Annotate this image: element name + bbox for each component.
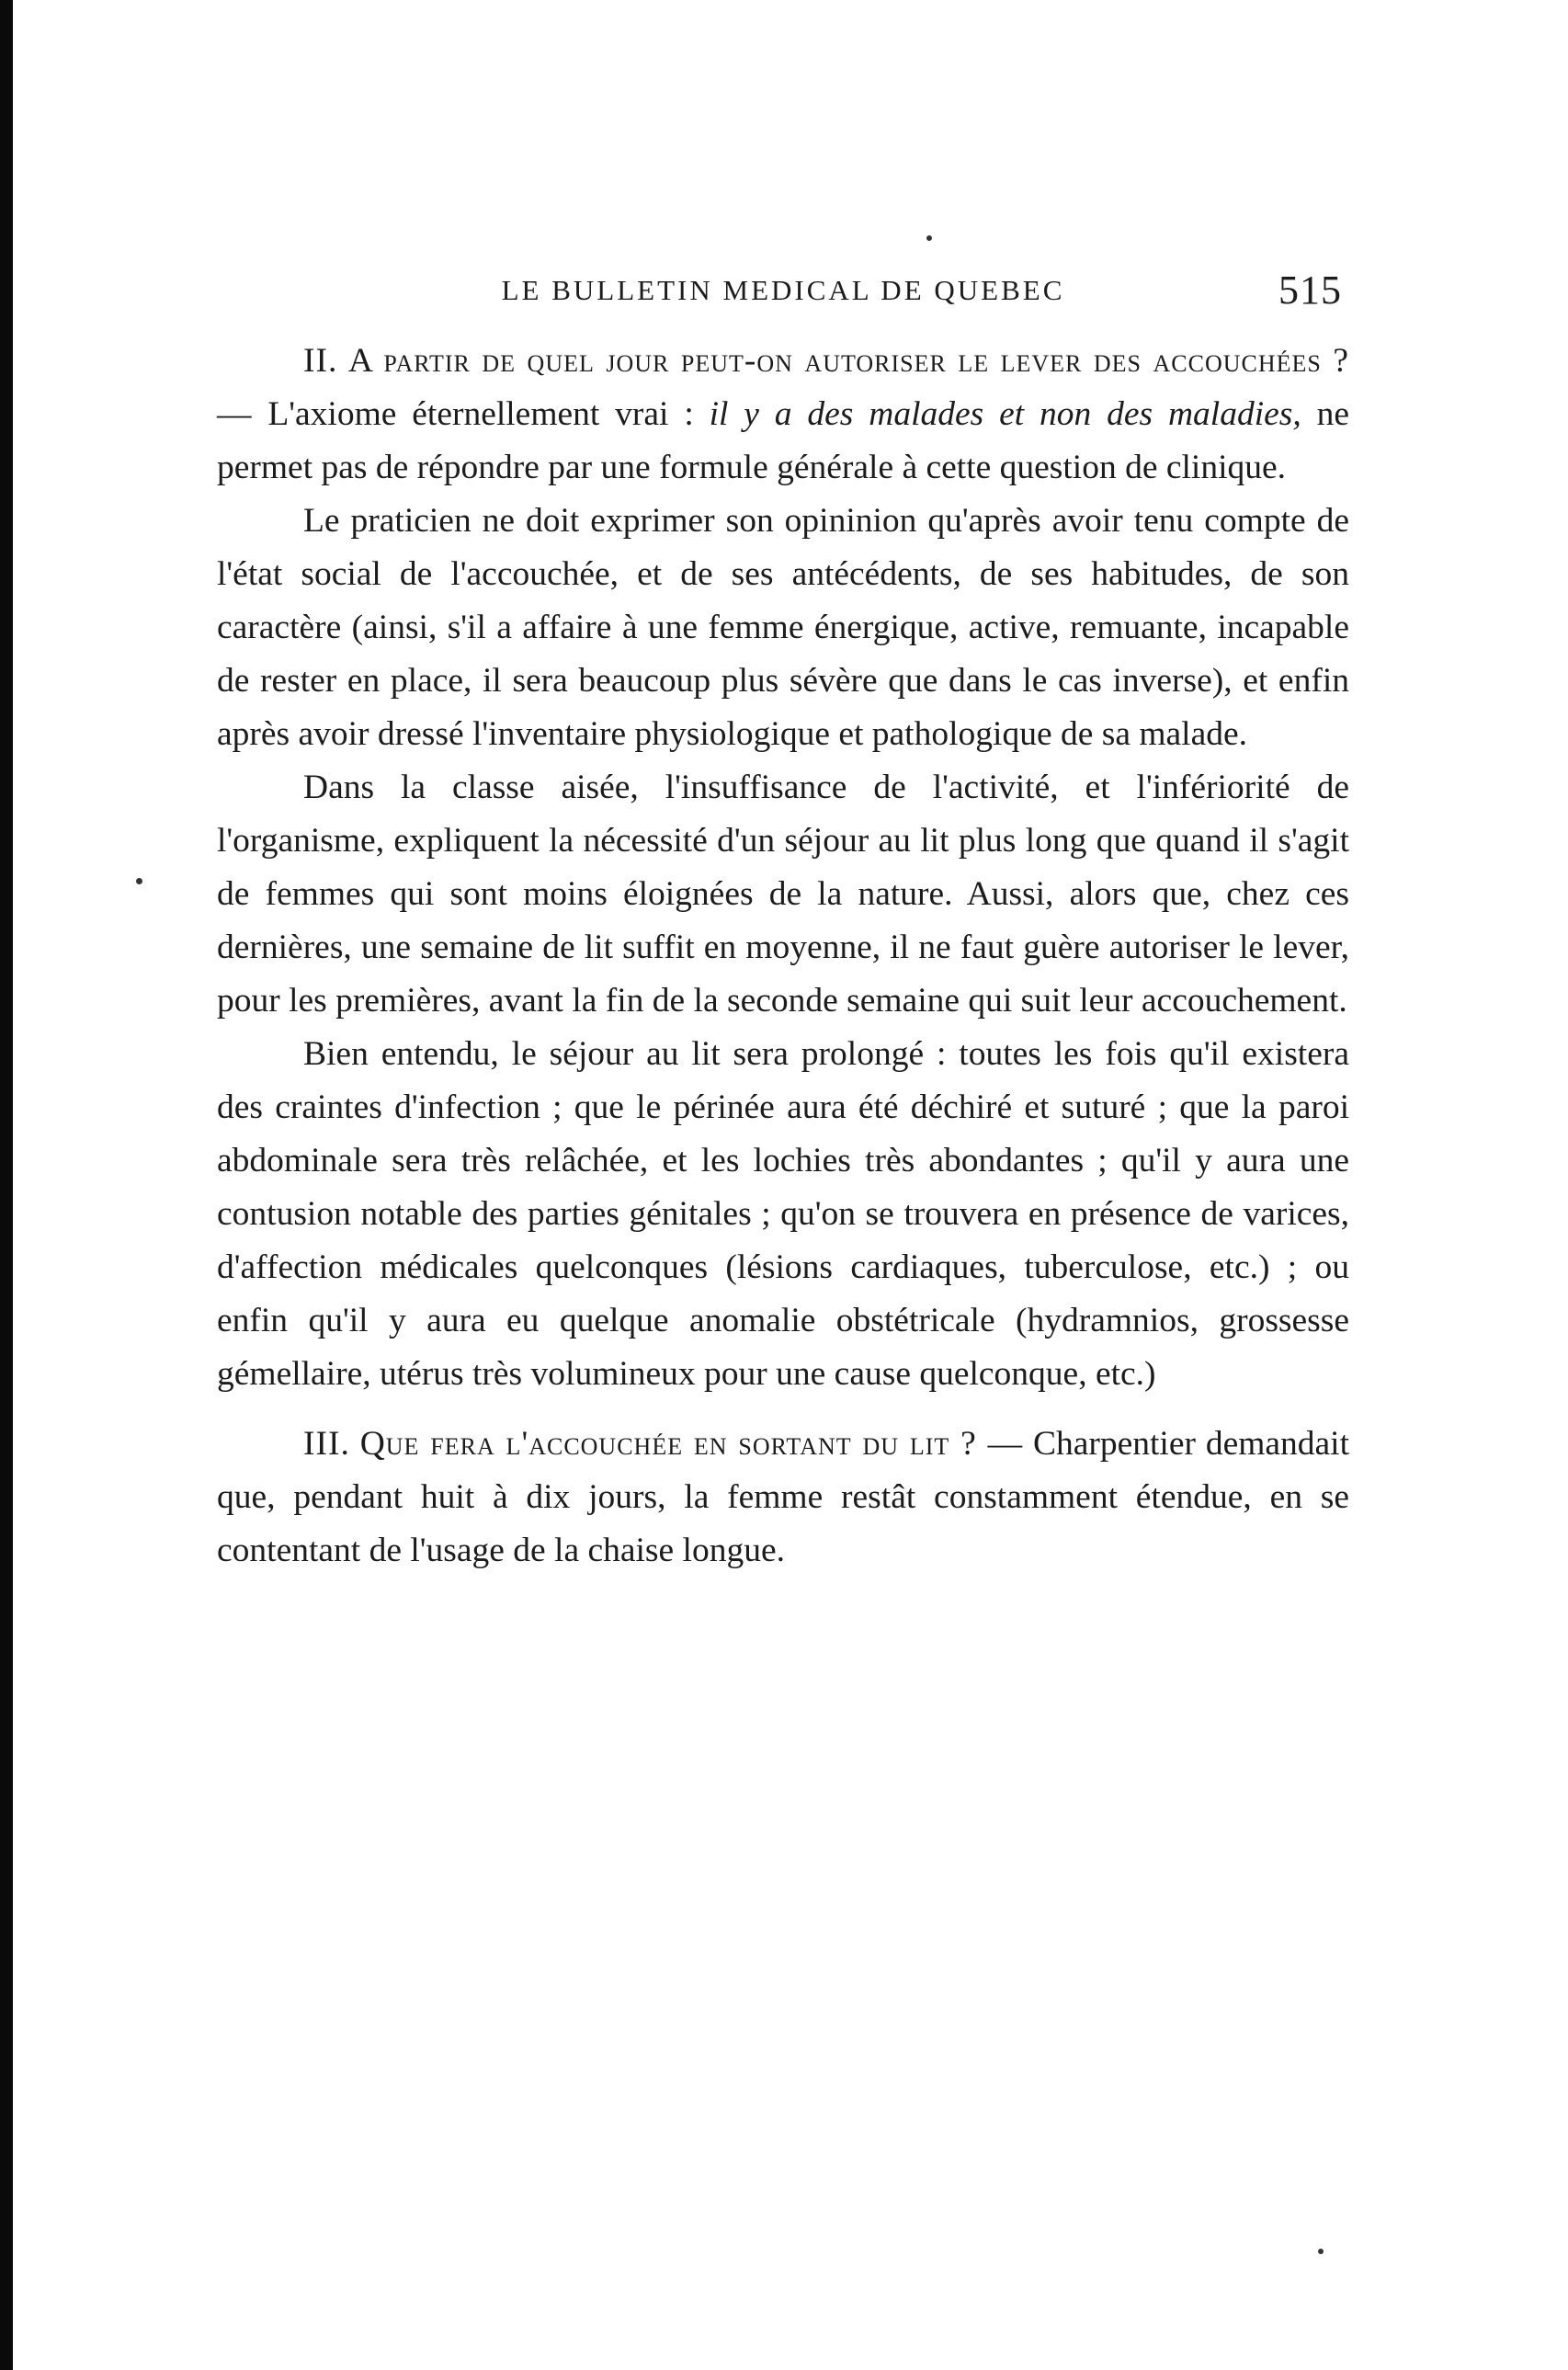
body-paragraph-1: Le praticien ne doit exprimer son opininion qu'après avoir tenu compte de l'état social de l'accouchée, et de ses antécédents, de ses habitudes, de son caractère (ainsi, s'il a affaire à une femme énergique, active, remuante, incapable de rester en place, il sera beaucoup plus sévère que dans le cas inverse), et enfin après avoir dressé l'inventaire physiologique et pathologique de sa malade. <box>217 502 1349 753</box>
body-paragraph-3: Bien entendu, le séjour au lit sera prolongé : toutes les fois qu'il existera des craintes d'infection ; que le périnée aura été déchiré et suturé ; que la paroi abdominale sera très relâchée, et les lochies très abondantes ; qu'il y aura une contusion notable des parties génitales ; qu'on se trouvera en présence de varices, d'affection médicales quelconques (lésions cardiaques, tuberculose, etc.) ; ou enfin qu'il y aura eu quelque anomalie obstétricale (hydramnios, grossesse gémellaire, utérus très volumineux pour une cause quelconque, etc.) <box>217 1035 1349 1393</box>
margin-speck <box>1318 2249 1324 2254</box>
running-head <box>217 257 1349 322</box>
body-paragraph-2: Dans la classe aisée, l'insuffisance de l'activité, et l'infériorité de l'organisme, expliquent la nécessité d'un séjour au lit plus long que quand il s'agit de femmes qui sont moins éloignées de la nature. Aussi, alors que, chez ces dernières, une semaine de lit suffit en moyenne, il ne faut guère autoriser le lever, pour les premières, avant la fin de la seconde semaine qui suit leur accouchement. <box>217 769 1349 1020</box>
section-3-paragraph <box>217 1418 1349 1578</box>
page-binding-edge <box>0 0 13 2370</box>
section-2-rest: ne permet pas de répondre par une formule générale à cette question de clinique. <box>217 395 1349 486</box>
margin-speck <box>926 235 932 241</box>
margin-speck <box>136 878 142 884</box>
section-2-lead: L'axiome éternellement vrai : <box>252 395 710 433</box>
section-2-number: II. <box>303 342 338 380</box>
section-2-axiom: il y a des malades et non des maladies, <box>709 395 1301 433</box>
section-3-text: Charpentier demandait que, pendant huit à dix jours, la femme restât constamment étendue, en se contentant de l'usage de la chaise longue. <box>217 1425 1350 1569</box>
book-page <box>217 257 1349 1578</box>
section-2-heading: A partir de quel jour peut-on autoriser le lever des accouchées ? — <box>217 342 1350 433</box>
section-3-number: III. <box>303 1425 350 1463</box>
section-2-paragraph <box>217 335 1349 495</box>
page-number: 515 <box>1278 268 1342 313</box>
section-3-heading: Que fera l'accouchée en sortant du lit ? — <box>359 1425 1024 1463</box>
running-title: LE BULLETIN MEDICAL DE QUEBEC <box>501 274 1065 306</box>
